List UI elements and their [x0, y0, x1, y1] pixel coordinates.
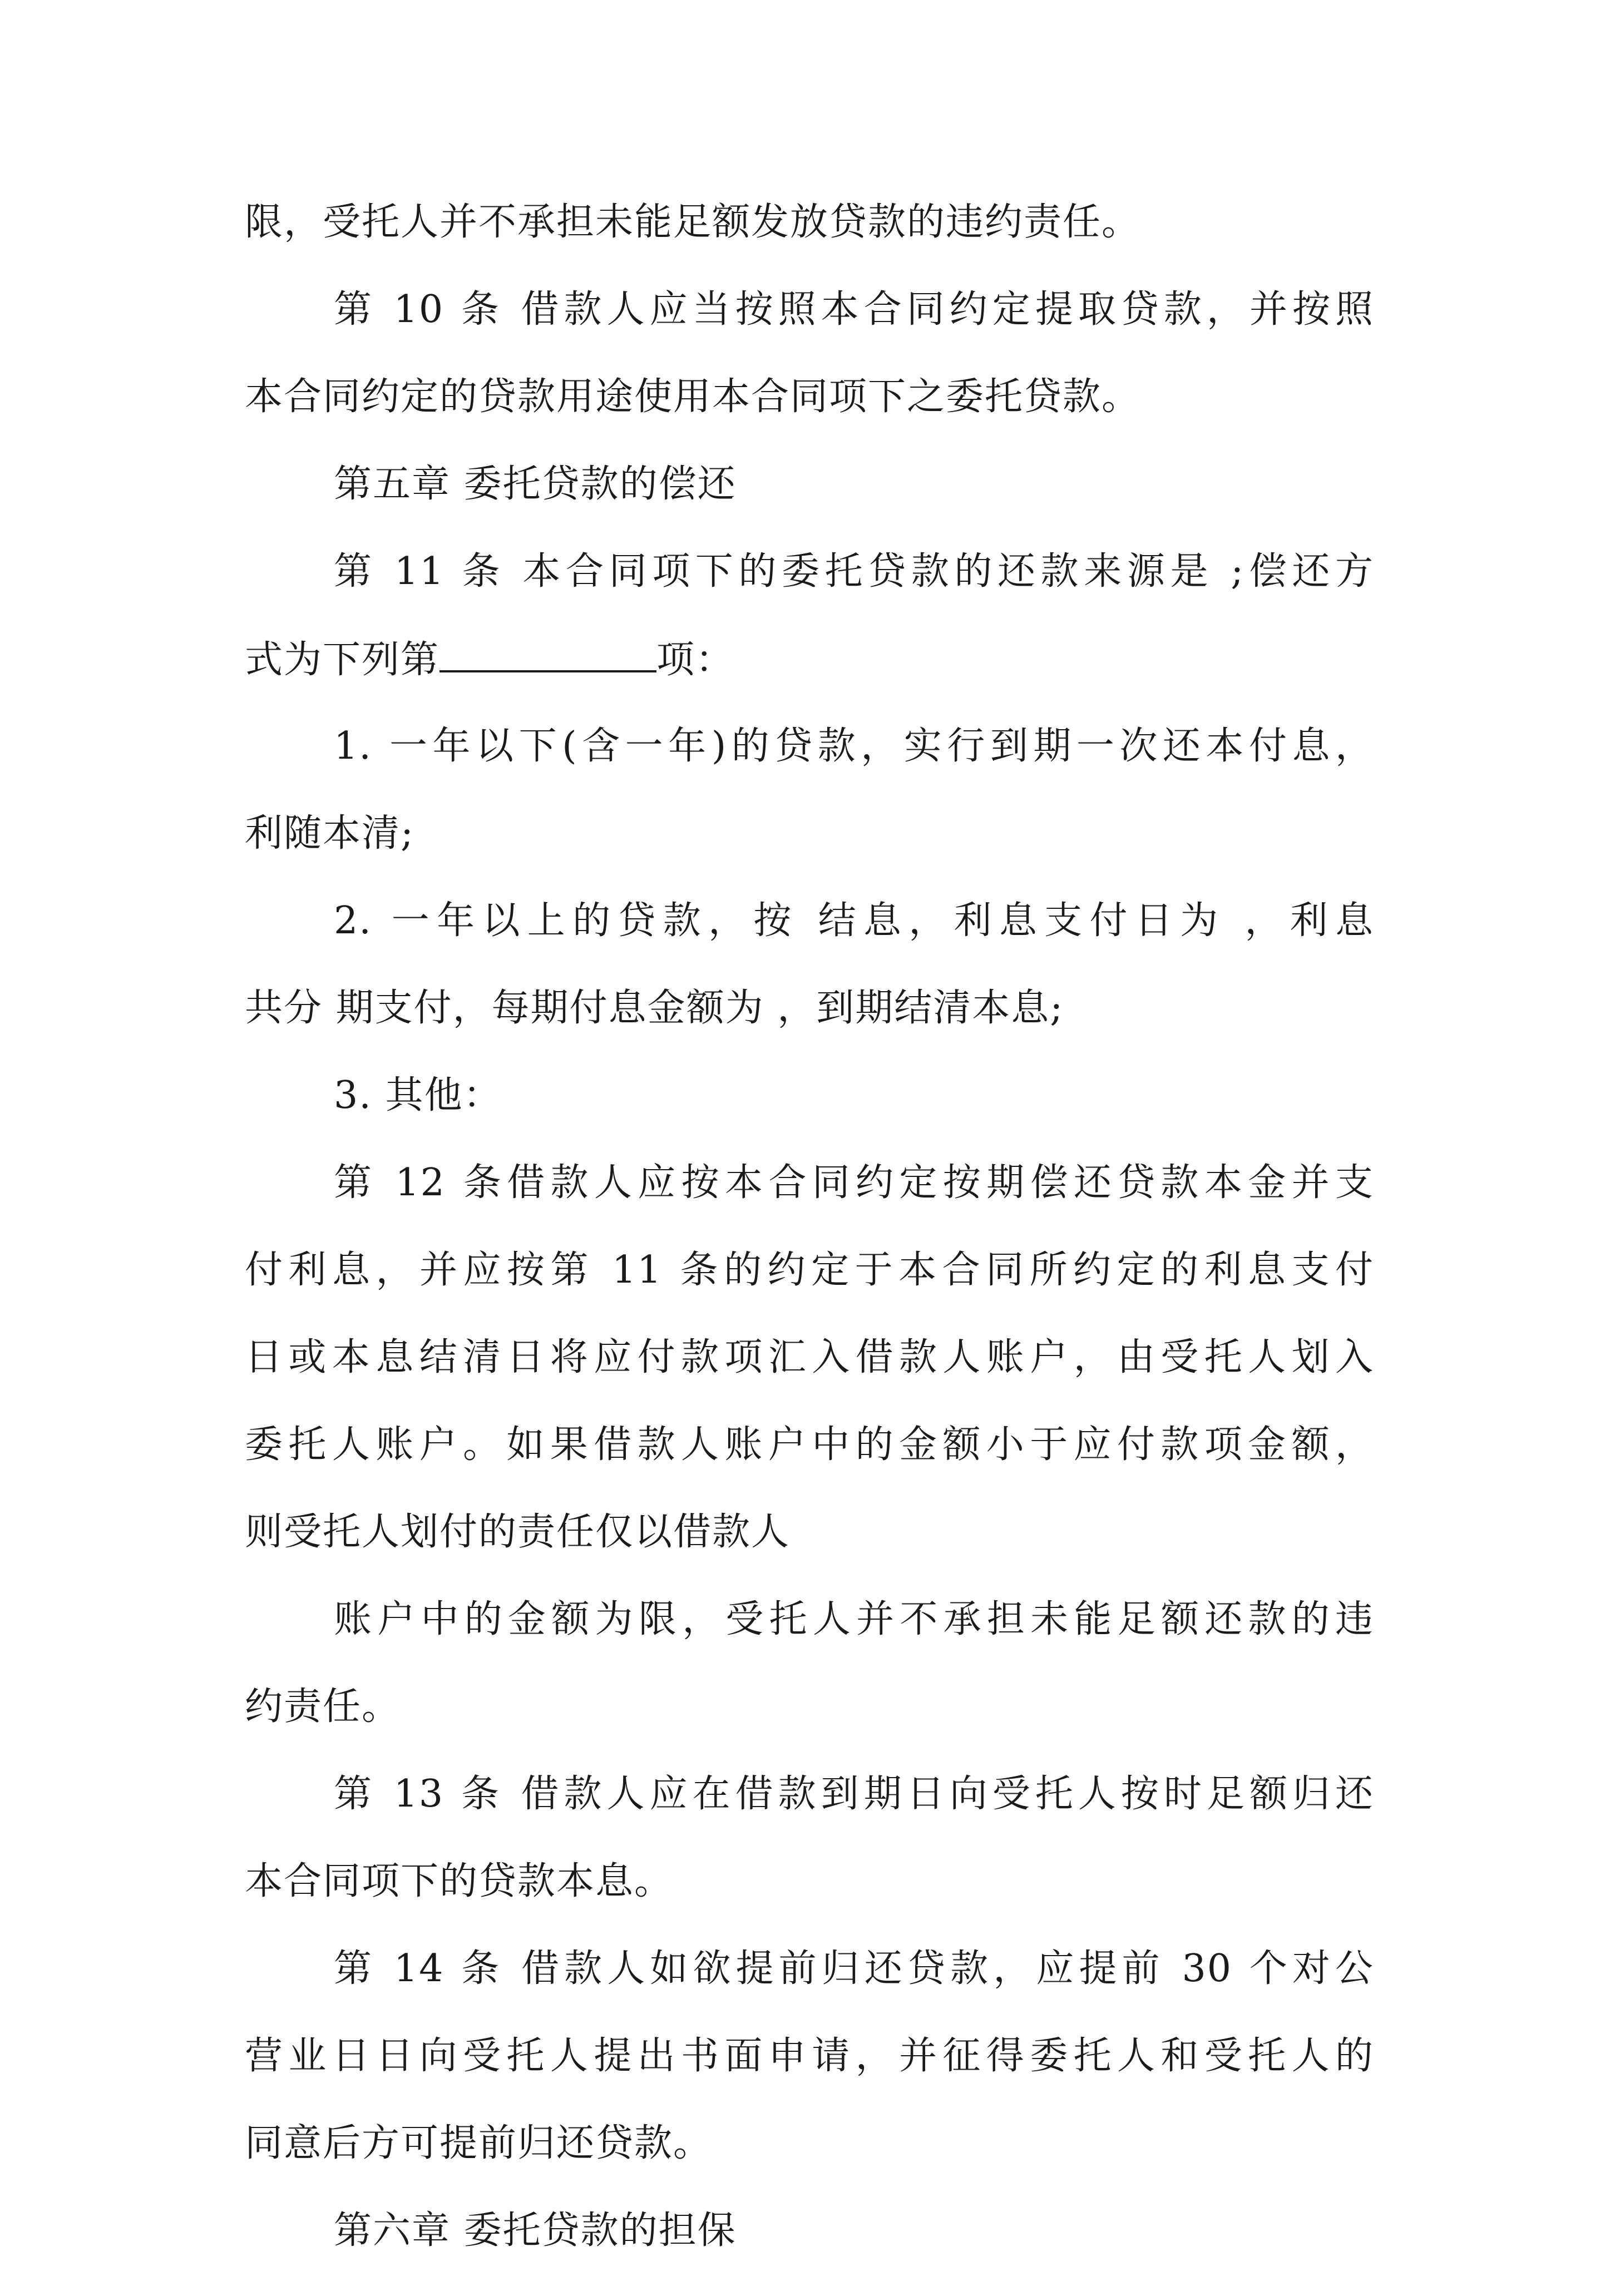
text-line: 本合同项下的贷款本息。 [245, 1859, 674, 1903]
text-line: 约责任。 [245, 1685, 401, 1729]
text-line: 则受托人划付的责任仅以借款人 [245, 1510, 791, 1554]
list-item: 1. 一年以下(含一年)的贷款，实行到期一次还本付息， [334, 724, 1374, 768]
text-line: 同意后方可提前归还贷款。 [245, 2121, 713, 2165]
text-line: 共分 期支付，每期付息金额为 ，到期结清本息; [245, 986, 1064, 1030]
text-line: 付利息，并应按第 11 条的约定于本合同所约定的利息支付 [245, 1248, 1374, 1292]
list-item: 2. 一年以上的贷款，按 结息，利息支付日为 ，利息 [334, 899, 1374, 943]
text-line: 委托人账户。如果借款人账户中的金额小于应付款项金额， [245, 1423, 1374, 1467]
text-line: 第 14 条 借款人如欲提前归还贷款，应提前 30 个对公 [334, 1947, 1374, 1991]
text-line: 本合同约定的贷款用途使用本合同项下之委托贷款。 [245, 375, 1141, 419]
text-line: 日或本息结清日将应付款项汇入借款人账户，由受托人划入 [245, 1335, 1374, 1379]
text-line: 营业日日向受托人提出书面申请，并征得委托人和受托人的 [245, 2034, 1374, 2078]
text-line: 第 13 条 借款人应在借款到期日向受托人按时足额归还 [334, 1772, 1374, 1816]
text-line: 第 10 条 借款人应当按照本合同约定提取贷款，并按照 [334, 288, 1374, 331]
text-line: 限，受托人并不承担未能足额发放贷款的违约责任。 [245, 200, 1141, 244]
text-line: 第 12 条借款人应按本合同约定按期偿还贷款本金并支 [334, 1161, 1374, 1205]
text-line: 第 11 条 本合同项下的委托贷款的还款来源是 ;偿还方 [334, 550, 1374, 593]
chapter-heading: 第六章 委托贷款的担保 [334, 2209, 737, 2253]
document-page [245, 200, 1374, 2296]
text-line: 利随本清; [245, 811, 414, 855]
chapter-heading: 第五章 委托贷款的偿还 [334, 462, 737, 506]
text-line: 账户中的金额为限，受托人并不承担未能足额还款的违 [334, 1597, 1374, 1641]
text-line [245, 637, 1374, 681]
fill-in-blank [439, 637, 656, 672]
text-fragment: 式为下列第 [245, 638, 440, 682]
text-fragment: 项： [656, 638, 735, 682]
list-item: 3. 其他： [334, 1073, 502, 1117]
